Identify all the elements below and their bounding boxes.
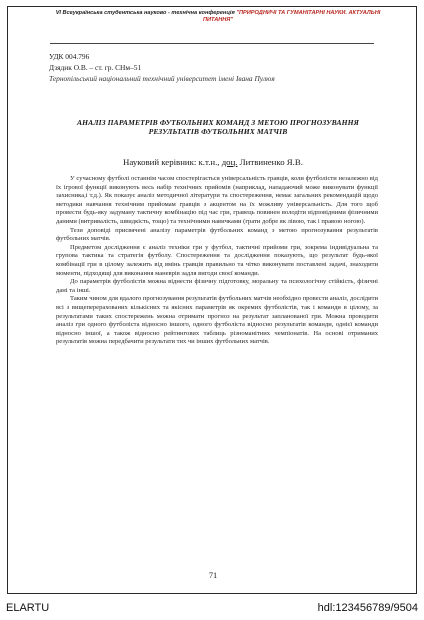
repository-footer: [0, 600, 424, 620]
affiliation-line: Тернопільський національний технічний університет імені Івана Пулюя: [49, 74, 275, 83]
conference-header-prefix: VI Всеукраїнська студентська науково - технічна конференція: [55, 10, 237, 16]
header-divider: [50, 43, 374, 44]
supervisor-prefix: Науковий керівник: к.т.н.,: [123, 157, 222, 167]
udk-code: УДК 004.796: [49, 52, 90, 61]
supervisor-name: Литвиненко Я.В.: [237, 157, 303, 167]
repository-name: ELARTU: [6, 602, 50, 614]
conference-header: [48, 10, 388, 24]
authors-line: Дзядик О.В. – ст. гр. СНм–51: [49, 63, 142, 72]
paragraph: Тези доповіді присвячені аналізу параметрів футбольних команд з метою прогнозування результатів футбольних матчів.: [56, 226, 378, 243]
conference-header-highlight: "ПРИРОДНИЧІ ТА ГУМАНІТАРНІ НАУКИ. АКТУАЛЬНІ ПИТАННЯ": [202, 10, 381, 23]
paragraph: До параметрів футболістів можна віднести фізичну підготовку, моральну та психологічну стійкість, фізичні дані та інші.: [56, 278, 378, 294]
document-page: [7, 6, 417, 594]
paper-title: АНАЛІЗ ПАРАМЕТРІВ ФУТБОЛЬНИХ КОМАНД З МЕТОЮ ПРОГНОЗУВАННЯ РЕЗУЛЬТАТІВ ФУТБОЛЬНИХ МАТЧІВ: [77, 118, 359, 136]
handle-identifier: hdl:123456789/9504: [317, 602, 418, 614]
supervisor-degree: доц.: [221, 157, 238, 167]
paragraph: У сучасному футболі останнім часом спостерігається універсальність гравців, коли футболісти незалежно від їх ігрової функції виконують весь набір технічних прийомів (наприклад, нападаючий може виконувати функції захисника,і т.д.). Як показує аналіз методичної літератури та спостереження, немає загальних рекомендацій щодо методики навчання технічним прийомам гравців з акцентом на їх можливу універсальність. Для того щоб провести будь-яку задуману тактичну комбінацію під час гри, гравець повинен володіти відповідними фізичними даними (витривалість, швидкість, тощо) та технічними навичками (грати добре як лівою, так і правою ногою).: [56, 175, 378, 225]
page-number: 71: [208, 571, 218, 580]
paragraph: Таким чином для вдалого прогнозування результатів футбольних матчів необхідно провести аналіз, дослідити всі з вищеперерахованих кількісних та якісних параметрів як окремих футболістів, так і команди в цілому, за результатами таких спостережень можна отримати прогноз на результат запланованої гри. Можна проводити аналіз гри одного футболіста відносно іншого, одного футболіста відносно результатів команди, однієї команди відносно іншої, а також відносно рейтингових таблиць різноманітних чемпіонатів. На основі отриманих результатів можна передбачити результати тих чи інших футбольних матчів.: [56, 295, 378, 346]
body-text: [56, 175, 378, 347]
paragraph: Предметом дослідження є аналіз техніки гри у футбол, тактичні прийоми гри, зокрема індивідуальна та групова тактика та стратегія футболу. Спостереження та дослідження показують, що результат будь-якої комбінації гри в цілому залежить від вмінь гравців правильно та чітко виконувати поставлені задачі, знаходити моменти, підходящі для виконання маневрів задля вигоди своєї команди.: [56, 243, 378, 277]
supervisor-line: [8, 157, 418, 167]
